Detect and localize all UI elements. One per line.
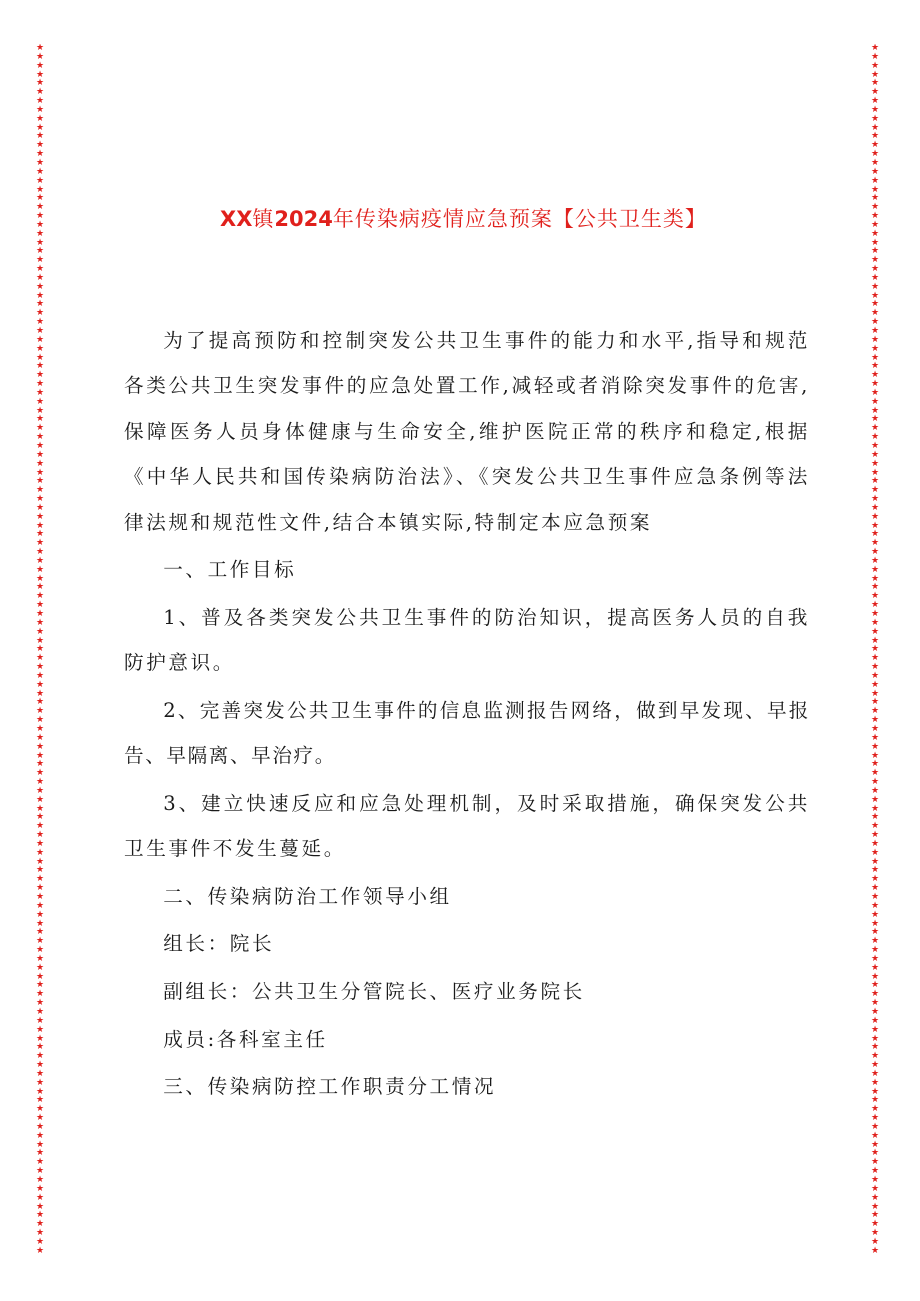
border-star-icon: ★ xyxy=(35,1015,45,1026)
border-star-icon: ★ xyxy=(870,662,880,673)
border-star-icon: ★ xyxy=(870,927,880,938)
border-star-icon: ★ xyxy=(35,883,45,894)
border-star-icon: ★ xyxy=(35,1095,45,1106)
border-star-icon: ★ xyxy=(870,96,880,107)
border-star-icon: ★ xyxy=(35,1201,45,1212)
border-star-icon: ★ xyxy=(870,494,880,505)
border-star-icon: ★ xyxy=(35,1210,45,1221)
border-star-icon: ★ xyxy=(35,290,45,301)
border-star-icon: ★ xyxy=(870,290,880,301)
border-star-icon: ★ xyxy=(870,502,880,513)
border-star-icon: ★ xyxy=(35,591,45,602)
border-star-icon: ★ xyxy=(35,246,45,257)
border-star-icon: ★ xyxy=(35,1130,45,1141)
border-star-icon: ★ xyxy=(35,1068,45,1079)
border-star-icon: ★ xyxy=(870,918,880,929)
border-star-icon: ★ xyxy=(35,670,45,681)
border-star-icon: ★ xyxy=(870,1201,880,1212)
border-star-icon: ★ xyxy=(35,449,45,460)
border-star-icon: ★ xyxy=(35,352,45,363)
border-star-icon: ★ xyxy=(35,998,45,1009)
deputy-leader-line: 副组长：公共卫生分管院长、医疗业务院长 xyxy=(163,980,585,1003)
border-star-icon: ★ xyxy=(870,555,880,566)
border-star-icon: ★ xyxy=(870,113,880,124)
members-line: 成员:各科室主任 xyxy=(163,1027,328,1051)
border-star-icon: ★ xyxy=(870,281,880,292)
section-heading-duties: 三、传染病防控工作职责分工情况 xyxy=(163,1075,497,1099)
border-star-icon: ★ xyxy=(870,237,880,248)
border-star-icon: ★ xyxy=(35,856,45,867)
border-star-icon: ★ xyxy=(35,1060,45,1071)
border-star-icon: ★ xyxy=(870,856,880,867)
border-star-icon: ★ xyxy=(870,582,880,593)
document-body xyxy=(124,318,810,1112)
border-star-icon: ★ xyxy=(870,874,880,885)
border-star-icon: ★ xyxy=(870,794,880,805)
border-star-icon: ★ xyxy=(35,617,45,628)
border-star-icon: ★ xyxy=(870,184,880,195)
border-star-icon: ★ xyxy=(870,759,880,770)
border-star-icon: ★ xyxy=(35,732,45,743)
border-star-icon: ★ xyxy=(35,414,45,425)
border-star-icon: ★ xyxy=(35,918,45,929)
border-star-icon: ★ xyxy=(35,927,45,938)
border-star-icon: ★ xyxy=(870,1219,880,1230)
border-star-icon: ★ xyxy=(35,440,45,451)
border-star-icon: ★ xyxy=(870,396,880,407)
border-star-icon: ★ xyxy=(870,122,880,133)
border-star-icon: ★ xyxy=(35,370,45,381)
border-star-icon: ★ xyxy=(870,971,880,982)
border-star-icon: ★ xyxy=(35,706,45,717)
border-star-icon: ★ xyxy=(870,962,880,973)
border-star-icon: ★ xyxy=(870,423,880,434)
border-star-icon: ★ xyxy=(35,1121,45,1132)
border-star-icon: ★ xyxy=(870,1148,880,1159)
border-star-icon: ★ xyxy=(870,140,880,151)
border-star-icon: ★ xyxy=(870,219,880,230)
border-star-icon: ★ xyxy=(35,555,45,566)
border-star-icon: ★ xyxy=(35,1024,45,1035)
border-star-icon: ★ xyxy=(35,653,45,664)
border-star-icon: ★ xyxy=(870,900,880,911)
border-star-icon: ★ xyxy=(870,936,880,947)
border-star-icon: ★ xyxy=(35,679,45,690)
border-star-icon: ★ xyxy=(870,326,880,336)
border-star-icon: ★ xyxy=(870,1015,880,1026)
border-star-icon: ★ xyxy=(35,44,45,53)
section-heading-goals: 一、工作目标 xyxy=(163,558,297,582)
border-star-icon: ★ xyxy=(35,237,45,248)
border-star-icon: ★ xyxy=(35,962,45,973)
border-star-icon: ★ xyxy=(870,635,880,646)
border-star-icon: ★ xyxy=(35,104,45,115)
border-star-icon: ★ xyxy=(35,405,45,416)
border-star-icon: ★ xyxy=(870,370,880,381)
border-star-icon: ★ xyxy=(870,670,880,681)
goal-item-3: 3、建立快速反应和应急处理机制，及时采取措施，确保突发公共卫生事件不发生蔓延。 xyxy=(124,791,810,861)
border-star-icon: ★ xyxy=(35,494,45,505)
border-star-icon: ★ xyxy=(35,113,45,124)
border-star-icon: ★ xyxy=(870,980,880,991)
border-star-icon: ★ xyxy=(870,768,880,779)
border-star-icon: ★ xyxy=(35,476,45,487)
border-star-icon: ★ xyxy=(870,334,880,345)
border-star-icon: ★ xyxy=(870,485,880,496)
border-star-icon: ★ xyxy=(35,812,45,823)
border-star-icon: ★ xyxy=(870,299,880,310)
border-star-icon: ★ xyxy=(870,715,880,726)
border-star-icon: ★ xyxy=(35,1077,45,1088)
border-star-icon: ★ xyxy=(35,1033,45,1044)
border-star-icon: ★ xyxy=(870,387,880,398)
border-star-icon: ★ xyxy=(35,909,45,920)
border-star-icon: ★ xyxy=(35,228,45,239)
border-star-icon: ★ xyxy=(35,759,45,770)
border-star-icon: ★ xyxy=(870,538,880,549)
border-star-icon: ★ xyxy=(35,264,45,275)
border-star-icon: ★ xyxy=(870,458,880,469)
border-star-icon: ★ xyxy=(35,750,45,761)
border-star-icon: ★ xyxy=(870,830,880,841)
border-star-icon: ★ xyxy=(870,1121,880,1132)
border-star-icon: ★ xyxy=(870,1033,880,1044)
border-star-icon: ★ xyxy=(35,343,45,354)
border-star-icon: ★ xyxy=(870,1086,880,1097)
border-star-icon: ★ xyxy=(870,812,880,823)
border-star-icon: ★ xyxy=(870,1228,880,1239)
intro-paragraph: 为了提高预防和控制突发公共卫生事件的能力和水平,指导和规范各类公共卫生突发事件的应急处置工作,减轻或者消除突发事件的危害,保障医务人员身体健康与生命安全,维护医院正常的秩序和稳定,根据《中华人民共和国传染病防治法》、《突发公共卫生事件应急条例等法律法规和规范性文件,结合本镇实际,特制定本应急预案 xyxy=(124,329,810,534)
border-star-icon: ★ xyxy=(35,1148,45,1159)
border-star-icon: ★ xyxy=(870,1104,880,1115)
border-star-icon: ★ xyxy=(870,405,880,416)
border-star-icon: ★ xyxy=(35,423,45,434)
border-star-icon: ★ xyxy=(870,343,880,354)
border-star-icon: ★ xyxy=(35,432,45,443)
border-star-icon: ★ xyxy=(35,131,45,142)
border-star-icon: ★ xyxy=(35,803,45,814)
border-star-icon: ★ xyxy=(870,564,880,575)
border-star-icon: ★ xyxy=(35,96,45,107)
border-star-icon: ★ xyxy=(870,723,880,734)
border-star-icon: ★ xyxy=(35,281,45,292)
border-star-icon: ★ xyxy=(35,830,45,841)
title-town: 镇 xyxy=(252,207,275,231)
border-star-icon: ★ xyxy=(870,892,880,902)
border-star-icon: ★ xyxy=(35,697,45,708)
border-star-icon: ★ xyxy=(870,272,880,283)
border-star-icon: ★ xyxy=(35,723,45,734)
border-star-icon: ★ xyxy=(35,157,45,168)
border-star-icon: ★ xyxy=(870,945,880,956)
border-star-icon: ★ xyxy=(870,547,880,558)
border-star-icon: ★ xyxy=(870,449,880,460)
border-star-icon: ★ xyxy=(870,706,880,717)
border-star-icon: ★ xyxy=(870,1245,880,1256)
border-star-icon: ★ xyxy=(870,1024,880,1035)
border-star-icon: ★ xyxy=(870,821,880,832)
border-star-icon: ★ xyxy=(870,644,880,655)
border-star-icon: ★ xyxy=(35,741,45,752)
border-star-icon: ★ xyxy=(35,255,45,266)
border-star-icon: ★ xyxy=(35,1192,45,1203)
border-star-icon: ★ xyxy=(35,219,45,230)
border-star-icon: ★ xyxy=(35,272,45,283)
border-star-icon: ★ xyxy=(870,1210,880,1221)
border-star-icon: ★ xyxy=(870,750,880,761)
border-star-icon: ★ xyxy=(35,644,45,655)
border-star-icon: ★ xyxy=(35,936,45,947)
border-star-icon: ★ xyxy=(35,511,45,522)
border-star-icon: ★ xyxy=(35,980,45,991)
border-star-icon: ★ xyxy=(870,44,880,53)
border-star-icon: ★ xyxy=(35,202,45,213)
border-star-icon: ★ xyxy=(870,883,880,894)
border-star-icon: ★ xyxy=(35,1113,45,1124)
border-star-icon: ★ xyxy=(870,379,880,390)
border-star-icon: ★ xyxy=(870,175,880,186)
border-star-icon: ★ xyxy=(870,953,880,964)
title-year: 2024 xyxy=(274,207,333,231)
border-star-icon: ★ xyxy=(870,1157,880,1168)
border-star-icon: ★ xyxy=(35,1086,45,1097)
border-star-icon: ★ xyxy=(35,1157,45,1168)
border-star-icon: ★ xyxy=(870,131,880,142)
border-star-icon: ★ xyxy=(870,1060,880,1071)
border-star-icon: ★ xyxy=(870,511,880,522)
border-star-icon: ★ xyxy=(870,255,880,266)
border-star-icon: ★ xyxy=(870,679,880,690)
border-star-icon: ★ xyxy=(35,520,45,531)
border-star-icon: ★ xyxy=(870,317,880,328)
border-star-icon: ★ xyxy=(870,467,880,478)
border-star-icon: ★ xyxy=(35,1051,45,1062)
border-star-icon: ★ xyxy=(870,264,880,275)
border-star-icon: ★ xyxy=(35,149,45,160)
border-star-icon: ★ xyxy=(870,617,880,628)
border-star-icon: ★ xyxy=(870,1183,880,1194)
border-star-icon: ★ xyxy=(870,1113,880,1124)
border-star-icon: ★ xyxy=(35,1042,45,1053)
border-star-icon: ★ xyxy=(870,1139,880,1150)
border-star-icon: ★ xyxy=(870,803,880,814)
border-star-icon: ★ xyxy=(35,777,45,788)
border-star-icon: ★ xyxy=(35,892,45,902)
border-star-icon: ★ xyxy=(870,1236,880,1247)
border-star-icon: ★ xyxy=(35,945,45,956)
border-star-icon: ★ xyxy=(870,211,880,222)
border-star-icon: ★ xyxy=(870,246,880,257)
border-star-icon: ★ xyxy=(870,847,880,858)
border-star-icon: ★ xyxy=(35,953,45,964)
border-star-icon: ★ xyxy=(870,1095,880,1106)
border-star-icon: ★ xyxy=(870,1077,880,1088)
border-star-icon: ★ xyxy=(35,485,45,496)
border-star-icon: ★ xyxy=(870,520,880,531)
border-star-icon: ★ xyxy=(870,865,880,876)
border-star-icon: ★ xyxy=(35,635,45,646)
border-star-icon: ★ xyxy=(35,1219,45,1230)
border-star-icon: ★ xyxy=(35,1104,45,1115)
border-star-icon: ★ xyxy=(35,609,45,619)
border-star-icon: ★ xyxy=(35,87,45,98)
border-star-icon: ★ xyxy=(870,697,880,708)
border-star-icon: ★ xyxy=(35,768,45,779)
border-star-icon: ★ xyxy=(35,69,45,80)
border-star-icon: ★ xyxy=(35,387,45,398)
border-star-icon: ★ xyxy=(35,794,45,805)
border-star-icon: ★ xyxy=(870,653,880,664)
border-star-icon: ★ xyxy=(870,51,880,62)
border-star-icon: ★ xyxy=(870,308,880,319)
border-star-icon: ★ xyxy=(870,591,880,602)
border-star-icon: ★ xyxy=(870,1068,880,1079)
border-star-icon: ★ xyxy=(35,1166,45,1177)
border-star-icon: ★ xyxy=(35,361,45,372)
border-star-icon: ★ xyxy=(35,547,45,558)
border-star-icon: ★ xyxy=(35,1183,45,1194)
border-star-icon: ★ xyxy=(35,78,45,89)
border-star-icon: ★ xyxy=(35,874,45,885)
section-heading-leadership: 二、传染病防治工作领导小组 xyxy=(163,884,452,908)
border-star-icon: ★ xyxy=(35,821,45,832)
border-star-icon: ★ xyxy=(870,732,880,743)
border-star-icon: ★ xyxy=(35,538,45,549)
border-star-icon: ★ xyxy=(870,1042,880,1053)
border-star-icon: ★ xyxy=(35,971,45,982)
title-text: 年传染病疫情应急预案【公共卫生类】 xyxy=(332,207,707,231)
right-star-border xyxy=(868,44,882,1256)
border-star-icon: ★ xyxy=(870,688,880,699)
border-star-icon: ★ xyxy=(870,202,880,213)
border-star-icon: ★ xyxy=(870,476,880,487)
border-star-icon: ★ xyxy=(35,317,45,328)
border-star-icon: ★ xyxy=(35,211,45,222)
border-star-icon: ★ xyxy=(35,396,45,407)
border-star-icon: ★ xyxy=(870,573,880,584)
border-star-icon: ★ xyxy=(35,51,45,62)
border-star-icon: ★ xyxy=(35,1006,45,1017)
border-star-icon: ★ xyxy=(870,104,880,115)
border-star-icon: ★ xyxy=(35,140,45,151)
border-star-icon: ★ xyxy=(870,352,880,363)
border-star-icon: ★ xyxy=(35,1245,45,1256)
border-star-icon: ★ xyxy=(870,87,880,98)
border-star-icon: ★ xyxy=(870,149,880,160)
border-star-icon: ★ xyxy=(35,847,45,858)
border-star-icon: ★ xyxy=(35,900,45,911)
border-star-icon: ★ xyxy=(35,326,45,336)
document-title xyxy=(220,202,730,236)
border-star-icon: ★ xyxy=(35,582,45,593)
border-star-icon: ★ xyxy=(870,600,880,611)
border-star-icon: ★ xyxy=(35,166,45,177)
border-star-icon: ★ xyxy=(870,609,880,619)
border-star-icon: ★ xyxy=(870,741,880,752)
border-star-icon: ★ xyxy=(35,1236,45,1247)
border-star-icon: ★ xyxy=(35,785,45,796)
border-star-icon: ★ xyxy=(35,379,45,390)
border-star-icon: ★ xyxy=(870,785,880,796)
border-star-icon: ★ xyxy=(870,838,880,849)
border-star-icon: ★ xyxy=(35,1175,45,1185)
border-star-icon: ★ xyxy=(870,1006,880,1017)
border-star-icon: ★ xyxy=(35,1228,45,1239)
left-star-border xyxy=(33,44,47,1256)
border-star-icon: ★ xyxy=(870,989,880,1000)
border-star-icon: ★ xyxy=(870,440,880,451)
border-star-icon: ★ xyxy=(870,166,880,177)
border-star-icon: ★ xyxy=(870,1051,880,1062)
border-star-icon: ★ xyxy=(35,299,45,310)
border-star-icon: ★ xyxy=(35,308,45,319)
border-star-icon: ★ xyxy=(870,193,880,204)
border-star-icon: ★ xyxy=(870,626,880,637)
border-star-icon: ★ xyxy=(35,564,45,575)
border-star-icon: ★ xyxy=(35,838,45,849)
border-star-icon: ★ xyxy=(870,1175,880,1185)
leader-line: 组长：院长 xyxy=(163,932,275,956)
border-star-icon: ★ xyxy=(870,529,880,540)
border-star-icon: ★ xyxy=(35,688,45,699)
border-star-icon: ★ xyxy=(870,157,880,168)
border-star-icon: ★ xyxy=(35,1139,45,1150)
border-star-icon: ★ xyxy=(35,600,45,611)
border-star-icon: ★ xyxy=(870,777,880,788)
border-star-icon: ★ xyxy=(870,361,880,372)
border-star-icon: ★ xyxy=(870,69,880,80)
border-star-icon: ★ xyxy=(35,193,45,204)
border-star-icon: ★ xyxy=(35,529,45,540)
border-star-icon: ★ xyxy=(35,989,45,1000)
title-code: XX xyxy=(220,207,253,231)
border-star-icon: ★ xyxy=(35,184,45,195)
border-star-icon: ★ xyxy=(870,1192,880,1203)
border-star-icon: ★ xyxy=(35,502,45,513)
goal-item-1: 1、普及各类突发公共卫生事件的防治知识，提高医务人员的自我防护意识。 xyxy=(124,605,810,675)
border-star-icon: ★ xyxy=(35,573,45,584)
border-star-icon: ★ xyxy=(35,334,45,345)
border-star-icon: ★ xyxy=(35,60,45,71)
border-star-icon: ★ xyxy=(870,998,880,1009)
border-star-icon: ★ xyxy=(35,458,45,469)
goal-item-2: 2、完善突发公共卫生事件的信息监测报告网络，做到早发现、早报告、早隔离、早治疗。 xyxy=(124,698,810,768)
border-star-icon: ★ xyxy=(870,414,880,425)
border-star-icon: ★ xyxy=(870,909,880,920)
border-star-icon: ★ xyxy=(870,432,880,443)
border-star-icon: ★ xyxy=(870,78,880,89)
border-star-icon: ★ xyxy=(35,467,45,478)
border-star-icon: ★ xyxy=(35,662,45,673)
border-star-icon: ★ xyxy=(35,626,45,637)
border-star-icon: ★ xyxy=(870,1166,880,1177)
border-star-icon: ★ xyxy=(870,228,880,239)
border-star-icon: ★ xyxy=(870,60,880,71)
border-star-icon: ★ xyxy=(35,122,45,133)
border-star-icon: ★ xyxy=(35,175,45,186)
border-star-icon: ★ xyxy=(35,715,45,726)
border-star-icon: ★ xyxy=(35,865,45,876)
border-star-icon: ★ xyxy=(870,1130,880,1141)
